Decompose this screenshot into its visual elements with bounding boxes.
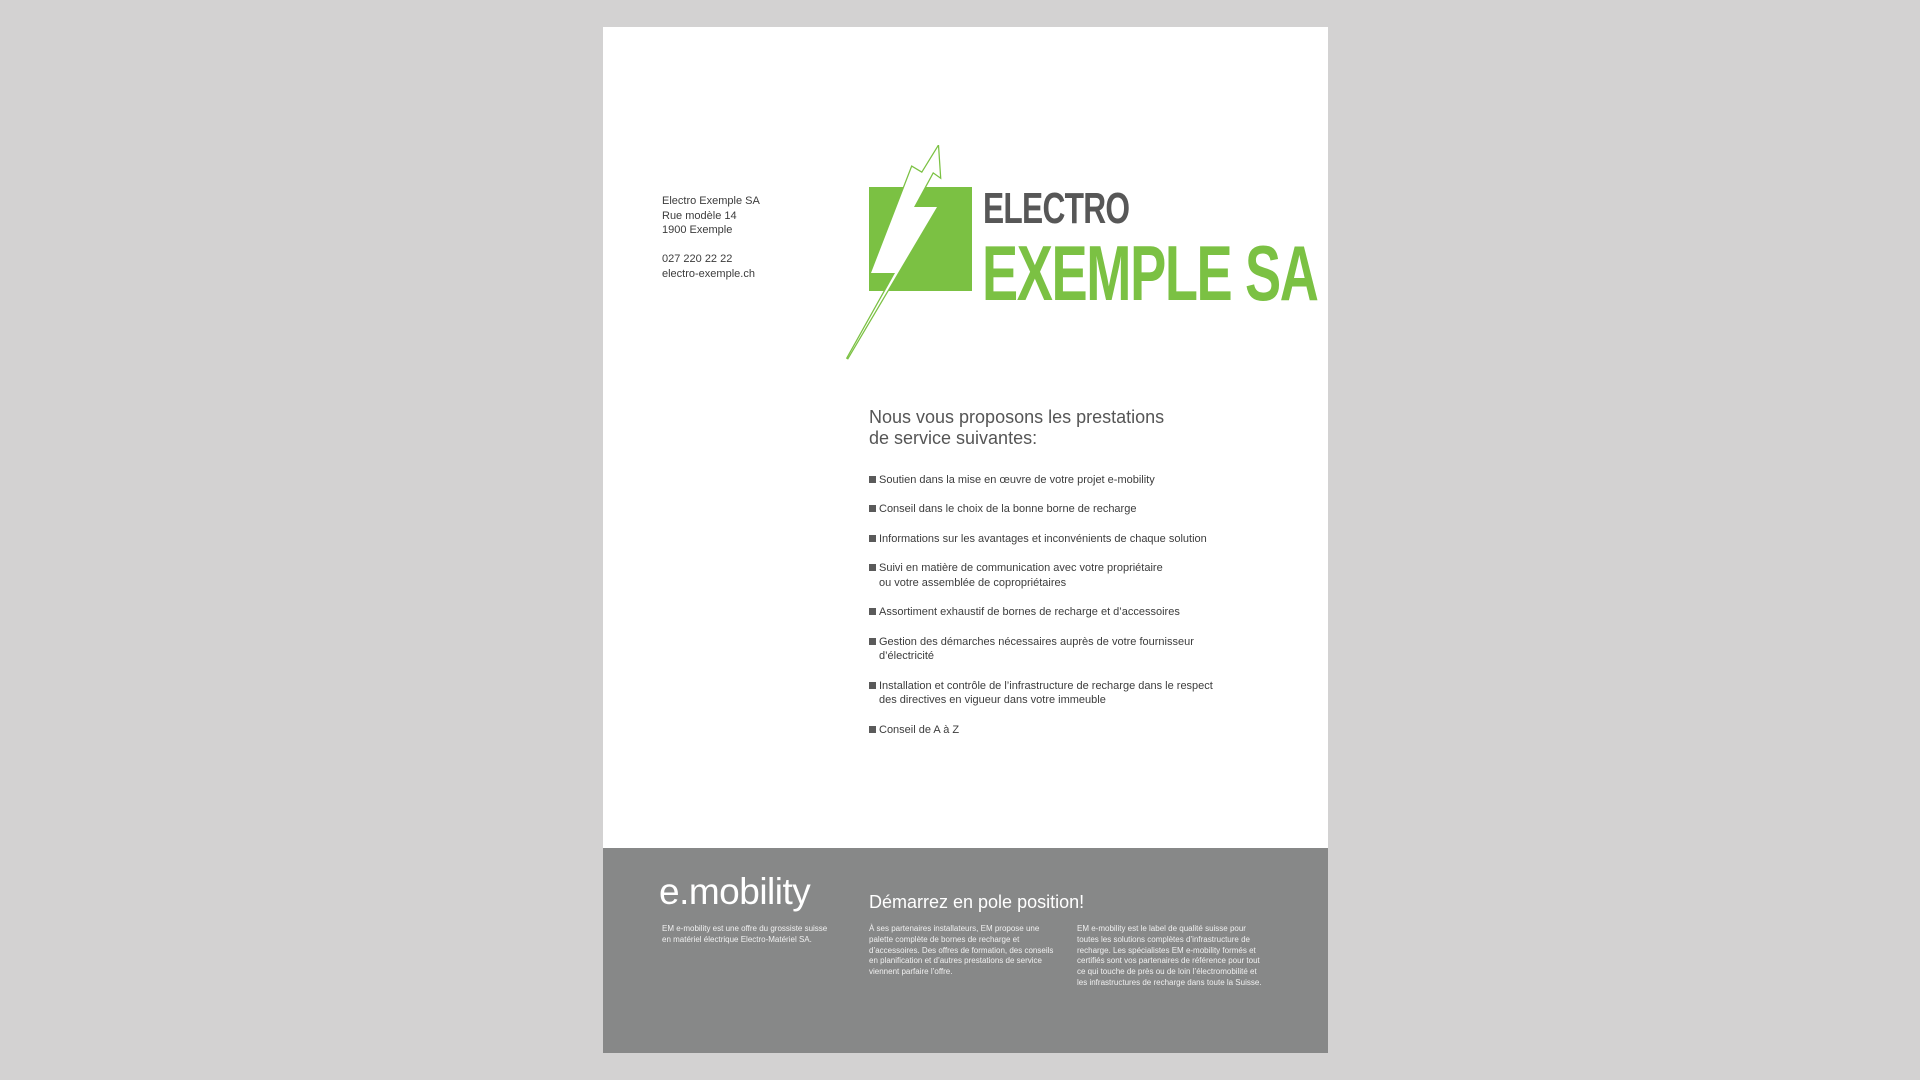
flyer-page (603, 27, 1328, 1053)
service-item: Conseil dans le choix de la bonne borne de recharge (869, 502, 1289, 517)
square-bullet-icon (869, 535, 876, 542)
company-address (662, 194, 760, 282)
brand-description: EM e-mobility est une offre du grossiste suisse en matériel électrique Electro-Matériel SA. (662, 924, 828, 944)
company-phone: 027 220 22 22 (662, 253, 733, 266)
emobility-brand-logo: e.mobility (659, 871, 811, 912)
footer-column-1: À ses partenaires installateurs, EM propose une palette complète de bornes de recharge et d’accessoires. Des offres de formation, des conseils en planification et d’autres prestations de service viennent parfaire l’offre. (869, 924, 1054, 977)
service-item: Gestion des démarches nécessaires auprès de votre fournisseur d’électricité (869, 635, 1289, 664)
square-bullet-icon (869, 726, 876, 733)
logo-exemple-text: EXEMPLE SA (982, 229, 1318, 317)
footer-slogan: Démarrez en pole position! (869, 892, 1085, 912)
services-intro (869, 407, 1229, 449)
services-list (869, 473, 1289, 752)
service-item: Soutien dans la mise en œuvre de votre projet e-mobility (869, 473, 1289, 488)
square-bullet-icon (869, 638, 876, 645)
footer-band (603, 848, 1328, 1053)
square-bullet-icon (869, 476, 876, 483)
company-city: 1900 Exemple (662, 224, 733, 237)
square-bullet-icon (869, 505, 876, 512)
footer-column-2: EM e-mobility est le label de qualité suisse pour toutes les solutions complètes d’infrastructure de recharge. Les spécialistes EM e-mobility formés et certifiés sont vos partenaires de référence pour tout ce qui touche de près ou de loin l’électromobilité et les infrastructures de recharge dans toute la Suisse. (1077, 924, 1262, 987)
service-item: Conseil de A à Z (869, 723, 1289, 738)
intro-line-1: Nous vous proposons les prestations (869, 407, 1165, 427)
company-name: Electro Exemple SA (662, 195, 760, 207)
lightning-arrow-logo-icon (843, 145, 983, 365)
service-item: Suivi en matière de communication avec votre propriétaire ou votre assemblée de copropriétaires (869, 561, 1289, 590)
logo-electro-text: ELECTRO (983, 184, 1130, 233)
square-bullet-icon (869, 564, 876, 571)
service-item: Installation et contrôle de l’infrastructure de recharge dans le respect des directives en vigueur dans votre immeuble (869, 679, 1289, 708)
company-website: electro-exemple.ch (662, 267, 755, 280)
service-item: Assortiment exhaustif de bornes de recharge et d’accessoires (869, 605, 1289, 620)
service-item: Informations sur les avantages et inconvénients de chaque solution (869, 532, 1289, 547)
intro-line-2: de service suivantes: (869, 428, 1038, 448)
square-bullet-icon (869, 608, 876, 615)
company-street: Rue modèle 14 (662, 209, 737, 222)
square-bullet-icon (869, 682, 876, 689)
